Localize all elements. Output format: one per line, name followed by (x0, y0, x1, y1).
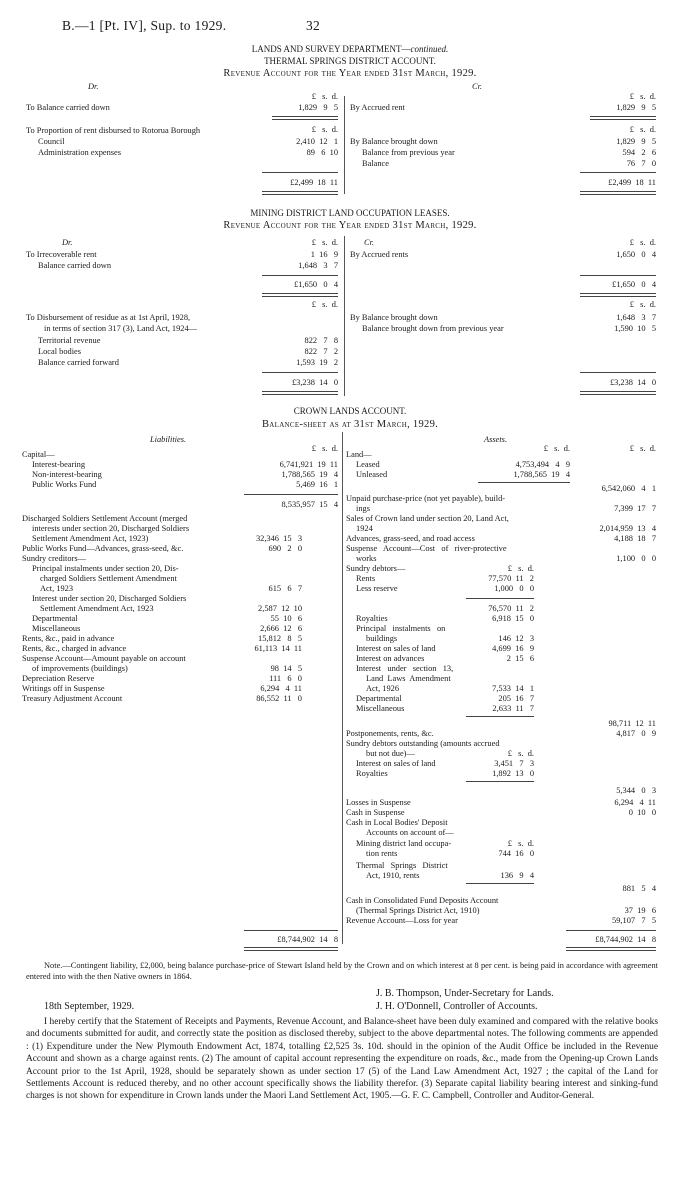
nonintv: 1,788,565 19 4 (281, 470, 338, 479)
net: 76,570 11 2 (488, 604, 534, 613)
ds3: Settlement Amendment Act, 1923) (32, 534, 149, 543)
ds2: interests under section 20, Discharged Soldiers (32, 524, 190, 533)
rents: Rents (356, 574, 376, 583)
ts-ltot: £2,499 18 11 (290, 178, 338, 187)
mn-l6: Balance carried forward (38, 358, 119, 367)
lrv: 1,000 0 0 (494, 584, 534, 593)
ia: Interest on advances (356, 654, 425, 663)
column-divider (344, 96, 345, 194)
audit-certificate: I hereby certify that the Statement of Receipts and Payments, Revenue Account, and Balance-sheet have been duly examined and compared with the relative books and documents submitted for audit, and correctly state the position as disclosed thereby, subject to the above departmental notes. The following comments are appended : (1) Expenditure under the New Plymouth Endowment Act, 1874, totalling £2,525 3s. 10d. should in the opinion of the Audit Office be included in the Revenue Account and shown as a charge against rents. (2) The amount of capital account representing the expenditure on roads, &c., made from the Opening-up Crown Lands Account prior to the 1st April, 1928, should be separately shown as under section 17 (5) of the Land Law Amendment Act, 1927 ; the capital of the Land for Settlements Account is reduced thereby, and no other account specifically shows the liability therefor. (3) Separate capital liability bearing interest and sinking-fund charges is not shown for expenditure in Crown lands under the Maori Land Settlement Act, 1905.—G. F. C. Campbell, Controller and Auditor-General. (26, 1017, 658, 1102)
sdo1: Sundry debtors outstanding (amounts accrued (346, 739, 500, 748)
ts-l2b: Council (38, 137, 65, 146)
royv: 6,918 15 0 (492, 614, 534, 623)
assets-label: Assets. (484, 435, 508, 444)
cisv: 0 10 0 (628, 808, 656, 817)
rca: Rents, &c., charged in advance (22, 644, 127, 653)
isl: Interest on sales of land (356, 644, 436, 653)
ts-rv1: 1,829 9 5 (616, 103, 656, 112)
mn-l5: Local bodies (38, 347, 82, 356)
ts-rv4: 76 7 0 (626, 159, 656, 168)
rentsv: 77,570 11 2 (488, 574, 534, 583)
upp2: ings (356, 504, 370, 513)
rpav: 15,812 8 5 (258, 634, 302, 643)
rav: 59,107 7 5 (612, 916, 656, 925)
pp: Postponements, rents, &c. (346, 729, 434, 738)
ds1: Discharged Soldiers Settlement Account (merged (22, 514, 188, 523)
misc2: Miscellaneous (356, 704, 405, 713)
rule (262, 391, 338, 395)
rule (478, 482, 570, 483)
signature-thompson: J. B. Thompson, Under-Secretary for Lands. (376, 988, 554, 999)
mn-l3: To Disbursement of residue as at 1st April, 1928, (26, 313, 191, 322)
rule (466, 781, 534, 782)
signature-odonnell: J. H. O'Donnell, Controller of Accounts. (376, 1001, 538, 1012)
ccfv: 37 19 6 (624, 906, 656, 915)
nonint: Non-interest-bearing (32, 470, 102, 479)
pwav: 690 2 0 (268, 544, 302, 553)
dep2v: 205 16 7 (498, 694, 534, 703)
misc2v: 2,633 11 7 (492, 704, 534, 713)
rule (466, 883, 534, 884)
mn-v2: 1,648 3 7 (298, 261, 338, 270)
sa2: of improvements (buildings) (32, 664, 128, 673)
mn-v4: 822 7 8 (304, 336, 338, 345)
rule (580, 191, 656, 195)
dep: Departmental (32, 614, 78, 623)
roy2: Royalties (356, 769, 388, 778)
dr: Depreciation Reserve (22, 674, 95, 683)
leased: Leased (356, 460, 380, 469)
dr-label: Dr. (62, 238, 73, 247)
isl2: Interest on sales of land (356, 759, 436, 768)
scl2: 1924 (356, 524, 373, 533)
ta: Treasury Adjustment Account (22, 694, 123, 703)
ppv: 4,817 0 9 (616, 729, 656, 738)
iu3v: 7,533 14 1 (492, 684, 534, 693)
ts-v1: 1,829 9 5 (298, 103, 338, 112)
rule (466, 716, 534, 717)
adv: Advances, grass-seed, and road access (346, 534, 475, 543)
lsd-head: £ s. d. (311, 92, 338, 101)
ts-r2: By Balance brought down (350, 137, 438, 146)
rule (262, 293, 338, 297)
dept-title-text: LANDS AND SURVEY DEPARTMENT— (251, 44, 411, 54)
mining-title: MINING DISTRICT LAND OCCUPATION LEASES. (250, 208, 450, 218)
ccf2: (Thermal Springs District Act, 1910) (356, 906, 480, 915)
ts-rtot: £2,499 18 11 (608, 178, 656, 187)
ts-l3: Administration expenses (38, 148, 122, 157)
rule (566, 930, 656, 931)
tsd1: Thermal Springs District (356, 861, 448, 870)
scl1: Sales of Crown land under section 20, Land Act, (346, 514, 509, 523)
mn-r1: By Accrued rents (350, 250, 409, 259)
roy: Royalties (356, 614, 388, 623)
mn-v6: 1,593 19 2 (296, 358, 338, 367)
header-ref: B.—1 [Pt. IV], Sup. to 1929. (62, 18, 227, 33)
lsd-head: £ s. d. (311, 444, 338, 453)
roy2v: 1,892 13 0 (492, 769, 534, 778)
lsd-head: £ s. d. (311, 125, 338, 134)
spa1: Suspense Account—Cost of river-protective (346, 544, 507, 553)
tav: 86,552 11 0 (256, 694, 302, 703)
pwfv: 5,469 16 1 (296, 480, 338, 489)
mn-rv1: 1,650 0 4 (616, 250, 656, 259)
isl2v: 3,451 7 3 (494, 759, 534, 768)
cis: Cash in Suspense (346, 808, 405, 817)
rule (262, 372, 338, 373)
advv: 4,188 18 7 (614, 534, 656, 543)
miscv: 2,666 12 6 (260, 624, 302, 633)
rule (272, 116, 338, 120)
pwa: Public Works Fund—Advances, grass-seed, &c. (22, 544, 184, 553)
lsd-head: £ s. d. (311, 300, 338, 309)
sdotot: 5,344 0 3 (616, 786, 656, 795)
rule (580, 172, 656, 173)
lis: Losses in Suspense (346, 798, 411, 807)
lsd-head: £ s. d. (507, 749, 534, 758)
wov: 6,294 4 11 (260, 684, 302, 693)
pi1: Principal instalments under section 20, Dis- (32, 564, 179, 573)
lsd-head: £ s. d. (629, 238, 656, 247)
ts-r3: Balance from previous year (362, 148, 455, 157)
ccf1: Cash in Consolidated Fund Deposits Account (346, 896, 499, 905)
crown-bs-title: Balance-sheet as at 31st March, 1929. (261, 419, 439, 430)
iuv: 2,587 12 10 (258, 604, 302, 613)
captot: 8,535,957 15 4 (281, 500, 338, 509)
leasedv: 4,753,494 4 9 (515, 460, 570, 469)
rcav: 61,113 14 11 (254, 644, 302, 653)
signature-date: 18th September, 1929. (44, 1001, 135, 1012)
mdl2: tion rents (366, 849, 398, 858)
wo: Writings off in Suspense (22, 684, 105, 693)
sa1: Suspense Account—Amount payable on account (22, 654, 186, 663)
liabilities-label: Liabilities. (150, 435, 187, 444)
ts-l1: To Balance carried down (26, 103, 110, 112)
iu1: Interest under section 20, Discharged Soldiers (32, 594, 187, 603)
clb1: Cash in Local Bodies' Deposit (346, 818, 448, 827)
mdlv: 744 16 0 (498, 849, 534, 858)
dept-title (0, 44, 700, 55)
lsd-head: £ s. d. (311, 238, 338, 247)
liab-total: £8,744,902 14 8 (277, 935, 338, 944)
rule (262, 172, 338, 173)
rpa: Rents, &c., paid in advance (22, 634, 115, 643)
rule (580, 293, 656, 297)
uppv: 7,399 17 7 (614, 504, 656, 513)
ts-v2: 2,410 12 1 (296, 137, 338, 146)
contingent-note: Note.—Contingent liability, £2,000, being balance purchase-price of Stewart Island held by the Crown and on which interest at 8 per cent. is being paid in accordance with agreement entered into with the then Native owners in 1864. (26, 961, 658, 981)
rule (244, 494, 338, 495)
lsd-head: £ s. d. (629, 125, 656, 134)
int: Interest-bearing (32, 460, 86, 469)
clbtot: 881 5 4 (622, 884, 656, 893)
lsd-head: £ s. d. (543, 444, 570, 453)
rule (580, 372, 656, 373)
pi2: charged Soldiers Settlement Amendment (40, 574, 177, 583)
sdtot: 98,711 12 11 (608, 719, 656, 728)
sc: Sundry creditors— (22, 554, 86, 563)
mn-rv3: 1,590 10 5 (614, 324, 656, 333)
upp1: Unpaid purchase-price (not yet payable), build- (346, 494, 506, 503)
ts-rv2: 1,829 9 5 (616, 137, 656, 146)
iu31: Interest under section 13, (356, 664, 454, 673)
pi3: Act, 1923 (40, 584, 74, 593)
thermal-title: THERMAL SPRINGS DISTRICT ACCOUNT. (264, 56, 436, 66)
mn-v5: 822 7 2 (304, 347, 338, 356)
rule (244, 947, 338, 951)
cr-label: Cr. (364, 238, 375, 247)
spa2: works (356, 554, 377, 563)
dept-continued: continued. (410, 44, 449, 54)
iav: 2 15 6 (506, 654, 534, 663)
mn-tot2: £3,238 14 0 (609, 378, 656, 387)
mdl1: Mining district land occupa- (356, 839, 452, 848)
mn-l2: Balance carried down (38, 261, 112, 270)
mn-r2: By Balance brought down (350, 313, 438, 322)
ts-v3: 89 6 10 (306, 148, 338, 157)
column-divider (344, 236, 345, 396)
rule (244, 930, 338, 931)
mn-tot2: £3,238 14 0 (291, 378, 338, 387)
dep2: Departmental (356, 694, 402, 703)
landtot: 6,542,060 4 1 (601, 484, 656, 493)
sd: Sundry debtors— (346, 564, 406, 573)
tsdv: 136 9 4 (500, 871, 534, 880)
mn-rv2: 1,648 3 7 (616, 313, 656, 322)
lsd-head: £ s. d. (507, 564, 534, 573)
mn-r3: Balance brought down from previous year (362, 324, 504, 333)
pibv: 146 12 3 (498, 634, 534, 643)
thermal-rev-title: Revenue Account for the Year ended 31st March, 1929. (223, 68, 477, 79)
column-divider (342, 432, 343, 944)
lr: Less reserve (356, 584, 398, 593)
ts-rv3: 594 2 6 (622, 148, 656, 157)
rule (580, 391, 656, 395)
page-header (62, 18, 321, 34)
ra: Revenue Account—Loss for year (346, 916, 458, 925)
misc: Miscellaneous (32, 624, 81, 633)
sclv: 2,014,959 13 4 (599, 524, 656, 533)
dr-label: Dr. (88, 82, 99, 91)
pib2: buildings (366, 634, 398, 643)
islv: 4,699 16 9 (492, 644, 534, 653)
assets-total: £8,744,902 14 8 (595, 935, 656, 944)
sdo2: but not due)— (366, 749, 415, 758)
clb2: Accounts on account of— (366, 828, 454, 837)
piv: 615 6 7 (268, 584, 302, 593)
iu33: Act, 1926 (366, 684, 400, 693)
rule (466, 598, 534, 599)
intv: 6,741,921 19 11 (279, 460, 338, 469)
mn-l3b: in terms of section 317 (3), Land Act, 1924— (44, 324, 198, 333)
ts-l2: To Proportion of rent disbursed to Rotorua Borough (26, 126, 201, 135)
rule (262, 275, 338, 276)
spav: 1,100 0 0 (616, 554, 656, 563)
ts-r4: Balance (362, 159, 389, 168)
crown-title: CROWN LANDS ACCOUNT. (293, 406, 407, 416)
lsd-head: £ s. d. (629, 300, 656, 309)
rule (262, 191, 338, 195)
mn-v1: 1 16 9 (310, 250, 338, 259)
lsd-head: £ s. d. (629, 92, 656, 101)
rule (580, 275, 656, 276)
mining-rev-title: Revenue Account for the Year ended 31st March, 1929. (223, 220, 477, 231)
lsd-head: £ s. d. (507, 839, 534, 848)
mn-tot1: £1,650 0 4 (612, 280, 656, 289)
ts-r1: By Accrued rent (350, 103, 405, 112)
page-number: 32 (306, 18, 321, 33)
lsd-head: £ s. d. (629, 444, 656, 453)
depv: 55 10 6 (270, 614, 302, 623)
cr-label: Cr. (472, 82, 483, 91)
cap: Capital— (22, 450, 55, 459)
pwf: Public Works Fund (32, 480, 97, 489)
iu32: Land Laws Amendment (366, 674, 451, 683)
pib1: Principal instalments on (356, 624, 446, 633)
mn-l4: Territorial revenue (38, 336, 101, 345)
unl: Unleased (356, 470, 388, 479)
drv: 111 6 0 (269, 674, 302, 683)
rule (566, 947, 656, 951)
dsv: 32,346 15 3 (255, 534, 302, 543)
lisv: 6,294 4 11 (614, 798, 656, 807)
sav: 98 14 5 (270, 664, 302, 673)
iu2: Settlement Amendment Act, 1923 (40, 604, 154, 613)
rule (590, 116, 656, 120)
unlv: 1,788,565 19 4 (513, 470, 570, 479)
tsd2: Act, 1910, rents (366, 871, 420, 880)
land: Land— (346, 450, 372, 459)
mn-l1: To Irrecoverable rent (26, 250, 97, 259)
mn-tot1: £1,650 0 4 (294, 280, 338, 289)
